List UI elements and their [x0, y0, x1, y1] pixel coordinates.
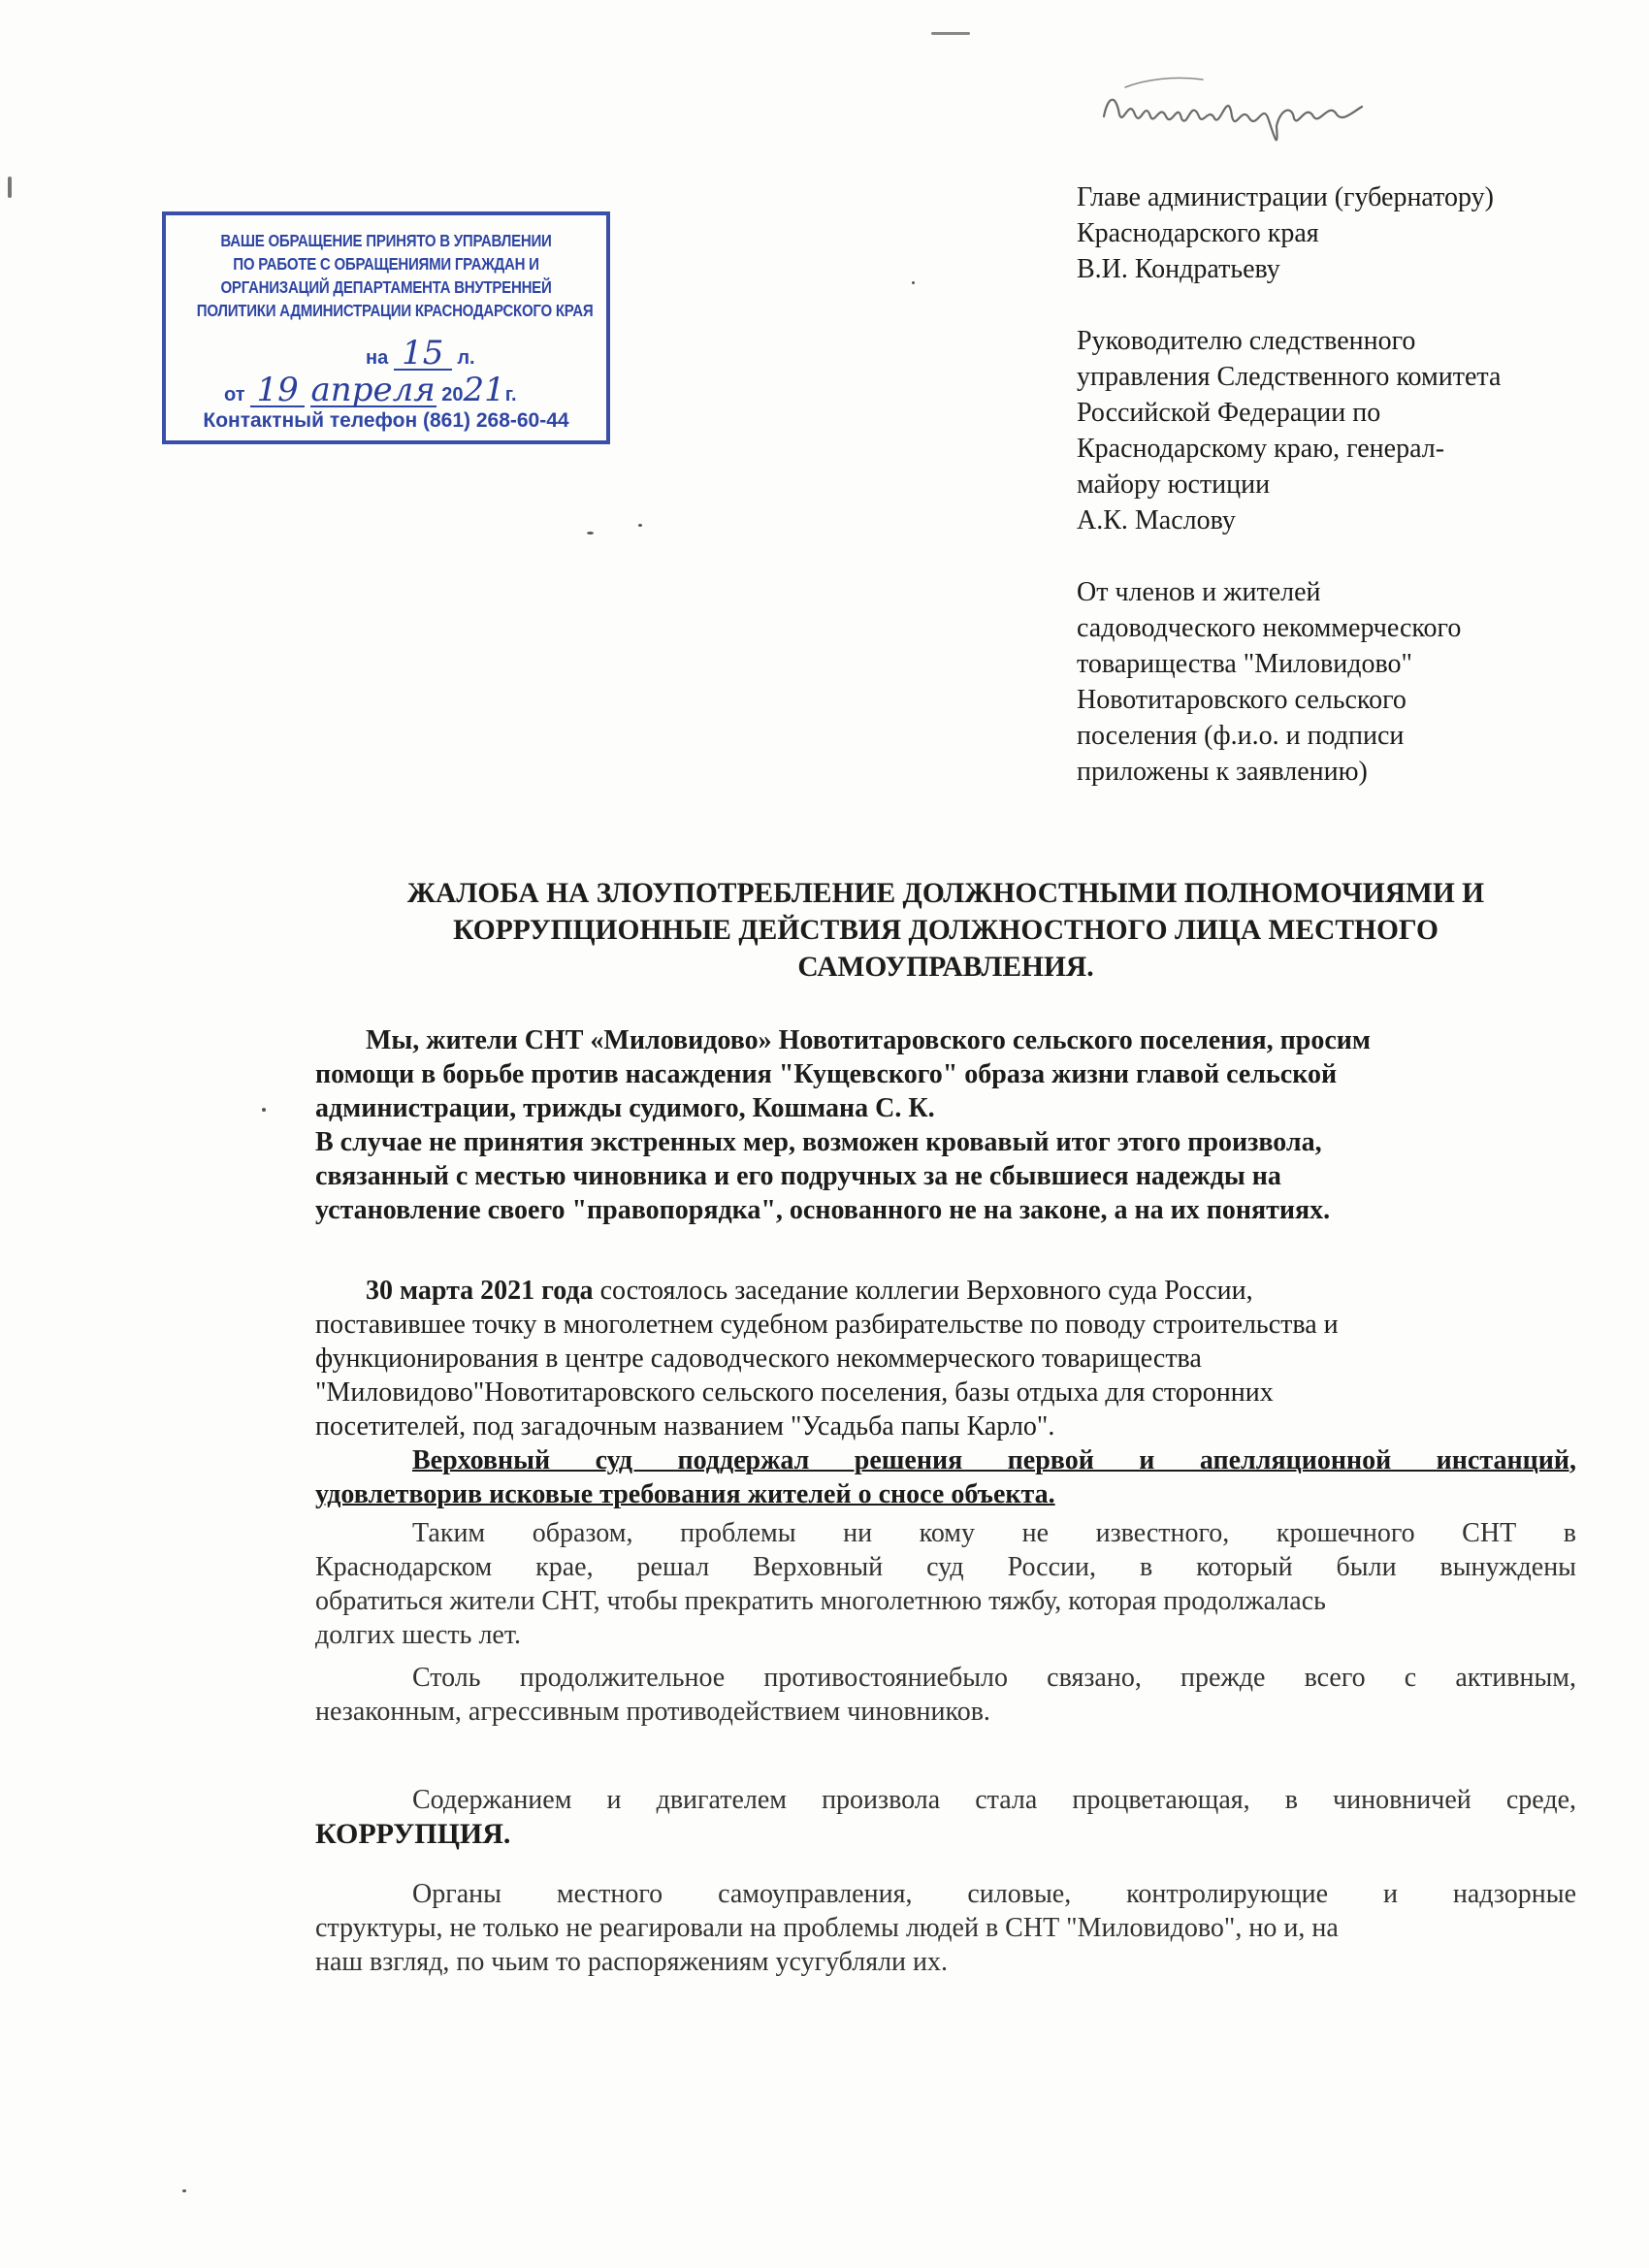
problems-line: Таким образом, проблемы ни кому не известного, крошечного СНТ в [412, 1518, 1576, 1548]
handwritten-signature [1086, 58, 1377, 146]
addressee-line: управления Следственного комитета [1077, 362, 1502, 392]
stamp-line: ВАШЕ ОБРАЩЕНИЕ ПРИНЯТО В УПРАВЛЕНИИ [220, 231, 552, 250]
stamp-year-prefix: 20 [441, 384, 464, 405]
stamp-phone: Контактный телефон (861) 268-60-44 [203, 409, 569, 432]
court-first-line-rest: состоялось заседание коллегии Верховного суда России, [593, 1276, 1253, 1306]
complaint-title [310, 875, 1581, 986]
addressee-line: Руководителю следственного [1077, 326, 1416, 356]
supreme-line: удовлетворив исковые требования жителей о сносе объекта. [315, 1479, 1055, 1509]
authorities-paragraph [315, 1877, 1576, 1979]
addressee-line: Краснодарского края [1077, 218, 1319, 248]
title-line: КОРРУПЦИОННЫЕ ДЕЙСТВИЯ ДОЛЖНОСТНОГО ЛИЦА МЕСТНОГО [453, 915, 1439, 946]
scan-speck [931, 32, 970, 35]
stamp-day: 19 [250, 374, 305, 407]
sender-line: От членов и жителей [1077, 577, 1321, 607]
stamp-date-prefix: от [224, 384, 245, 405]
court-date: 30 марта 2021 года [366, 1276, 594, 1306]
appeal-line: установление своего "правопорядка", основанного не на законе, а на их понятиях. [315, 1195, 1331, 1225]
court-line: функционирования в центре садоводческого некоммерческого товарищества [315, 1344, 1202, 1374]
addressee-line: Российской Федерации по [1077, 398, 1381, 428]
authorities-line: наш взгляд, по чьим то распоряжениям усугубляли их. [315, 1947, 949, 1977]
appeal-line: администрации, трижды судимого, Кошмана С. К. [315, 1093, 935, 1123]
corruption-word: КОРРУПЦИЯ. [315, 1818, 511, 1850]
appeal-line: Мы, жители СНТ «Миловидово» Новотитаровского сельского поселения, просим [366, 1025, 1371, 1055]
stamp-year-suffix: 21 [463, 371, 505, 409]
addressee-line: А.К. Маслову [1077, 505, 1236, 535]
sender-line: поселения (ф.и.о. и подписи [1077, 721, 1405, 751]
addressee-line: Краснодарскому краю, генерал- [1077, 434, 1445, 464]
addressee-investigative [1077, 323, 1620, 538]
addressee-line: майору юстиции [1077, 470, 1271, 500]
confrontation-paragraph [315, 1661, 1576, 1729]
appeal-paragraph [315, 1023, 1576, 1227]
stamp-pages-value: 15 [394, 338, 452, 371]
scan-speck [638, 524, 642, 527]
scan-speck [587, 532, 594, 535]
corruption-line: Содержанием и двигателем произвола стала процветающая, в чиновничей среде, [412, 1785, 1576, 1815]
appeal-line: связанный с местью чиновника и его подручных за не сбывшиеся надежды на [315, 1161, 1281, 1191]
problems-line: долгих шесть лет. [315, 1620, 521, 1650]
scan-speck [912, 281, 915, 284]
addressee-governor [1077, 179, 1620, 287]
sender-line: садоводческого некоммерческого [1077, 613, 1462, 643]
confrontation-line: незаконным, агрессивным противодействием чиновников. [315, 1697, 990, 1727]
authorities-line: структуры, не только не реагировали на проблемы людей в СНТ "Миловидово", но и, на [315, 1913, 1339, 1943]
addressee-block [1077, 179, 1620, 826]
court-line: поставившее точку в многолетнем судебном разбирательстве по поводу строительства и [315, 1310, 1339, 1340]
scan-speck [8, 177, 12, 198]
problems-paragraph [315, 1516, 1576, 1652]
problems-line: обратиться жители СНТ, чтобы прекратить многолетнюю тяжбу, которая продолжалась [315, 1586, 1326, 1616]
scan-speck [182, 2189, 186, 2192]
title-line: ЖАЛОБА НА ЗЛОУПОТРЕБЛЕНИЕ ДОЛЖНОСТНЫМИ ПОЛНОМОЧИЯМИ И [406, 878, 1485, 909]
corruption-paragraph [315, 1783, 1576, 1851]
addressee-line: Главе администрации (губернатору) [1077, 182, 1494, 212]
court-first-line [315, 1274, 1576, 1308]
appeal-line: В случае не принятия экстренных мер, возможен кровавый итог этого произвола, [315, 1127, 1322, 1157]
supreme-court-paragraph [315, 1443, 1576, 1511]
sender-line: приложены к заявлению) [1077, 757, 1368, 787]
stamp-pages-row [366, 334, 475, 373]
stamp-line: ПОЛИТИКИ АДМИНИСТРАЦИИ КРАСНОДАРСКОГО КРАЯ [196, 301, 594, 320]
stamp-pages-suffix: л. [457, 347, 475, 369]
stamp-month: апреля [310, 371, 436, 409]
authorities-line: Органы местного самоуправления, силовые, контролирующие и надзорные [412, 1879, 1576, 1909]
receipt-stamp [162, 211, 610, 444]
court-line: посетителей, под загадочным названием "Усадьба папы Карло". [315, 1411, 1055, 1442]
court-line: "Миловидово"Новотитаровского сельского поселения, базы отдыха для сторонних [315, 1377, 1274, 1408]
title-line: САМОУПРАВЛЕНИЯ. [797, 952, 1094, 983]
stamp-line: ОРГАНИЗАЦИЙ ДЕПАРТАМЕНТА ВНУТРЕННЕЙ [220, 277, 552, 297]
stamp-year-end: г. [504, 384, 517, 405]
sender-line: Новотитаровского сельского [1077, 685, 1406, 715]
addressee-line: В.И. Кондратьеву [1077, 254, 1280, 284]
stamp-date-row [224, 371, 517, 409]
scan-speck [262, 1108, 266, 1112]
supreme-line: Верховный суд поддержал решения первой и апелляционной инстанций, [412, 1445, 1576, 1475]
sender-line: товарищества "Миловидово" [1077, 649, 1412, 679]
problems-line: Краснодарском крае, решал Верховный суд России, в который были вынуждены [315, 1552, 1576, 1582]
stamp-line: ПО РАБОТЕ С ОБРАЩЕНИЯМИ ГРАЖДАН И [233, 254, 539, 274]
stamp-na-label: на [366, 347, 389, 369]
appeal-line: помощи в борьбе против насаждения "Кущевского" образа жизни главой сельской [315, 1059, 1338, 1089]
confrontation-line: Столь продолжительное противостояниебыло связано, прежде всего с активным, [412, 1663, 1576, 1693]
court-paragraph [315, 1274, 1576, 1443]
sender-block [1077, 574, 1620, 790]
